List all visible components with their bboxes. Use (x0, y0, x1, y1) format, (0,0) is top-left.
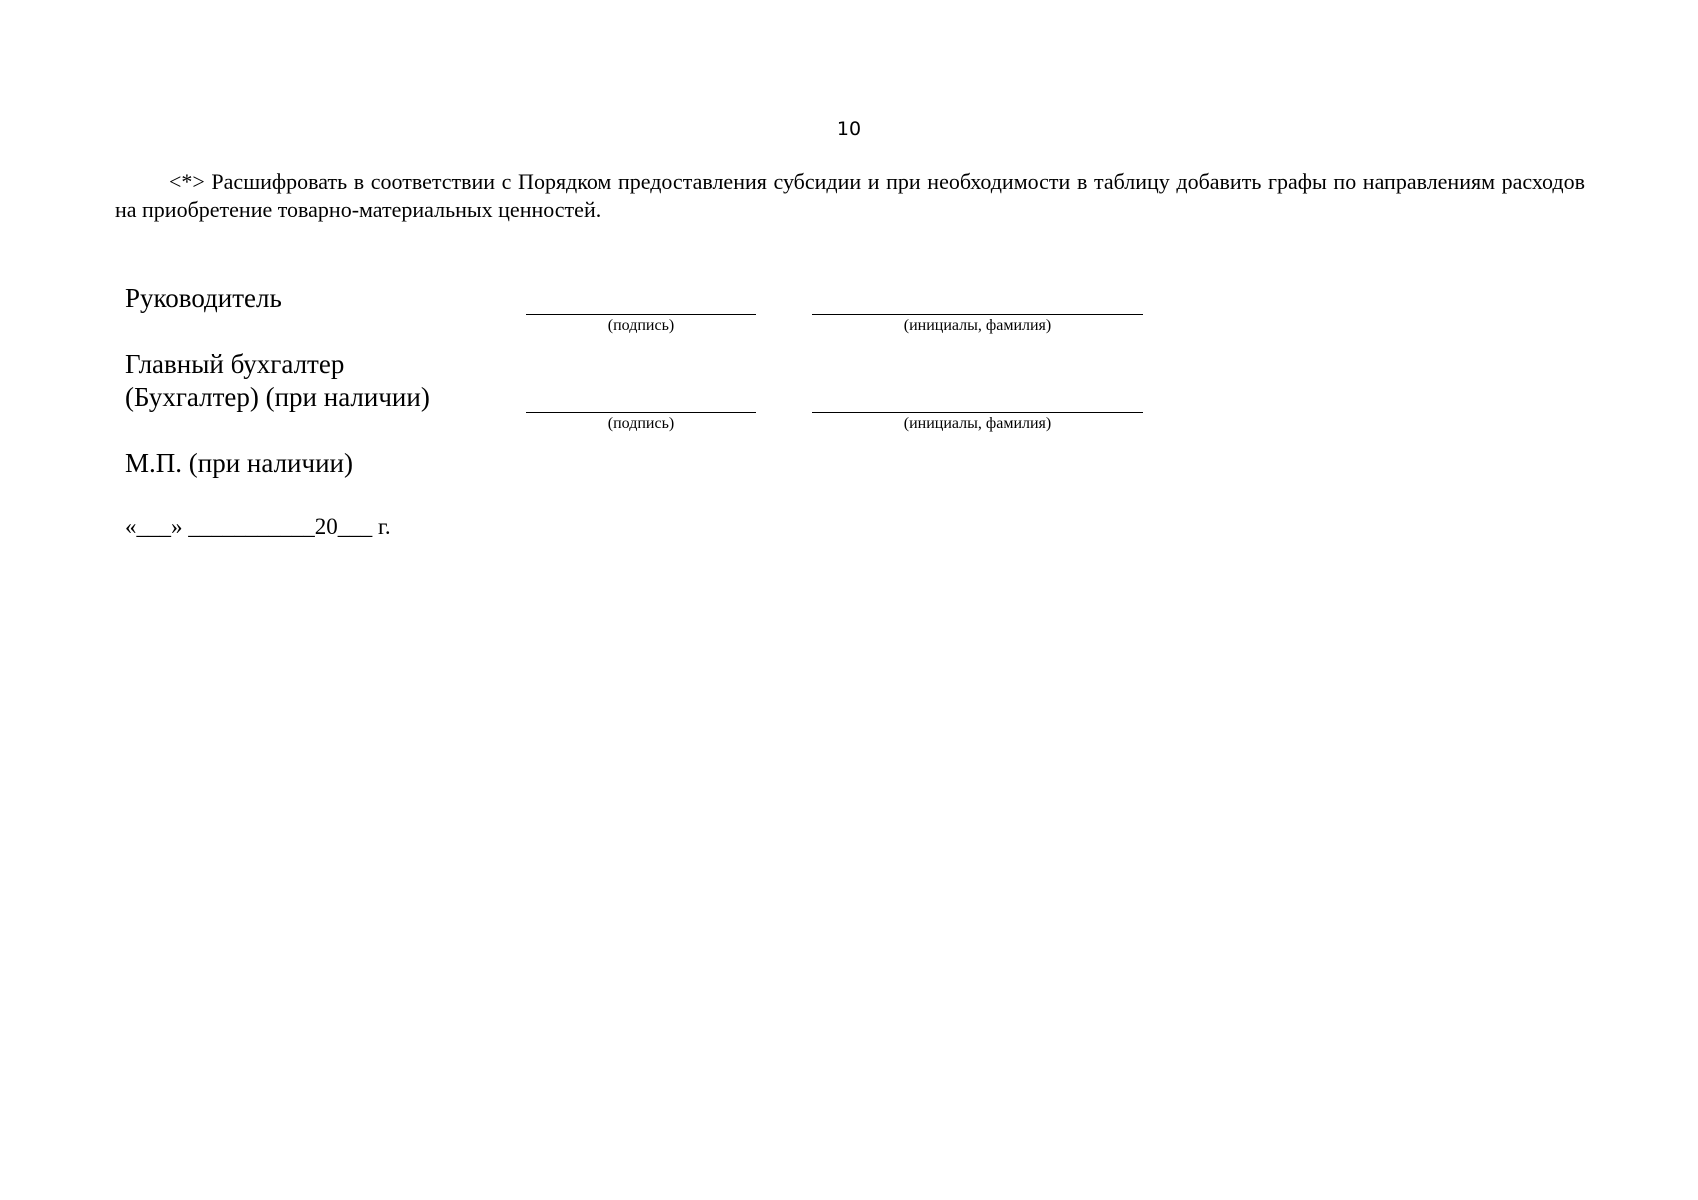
director-label: Руководитель (125, 283, 282, 313)
director-signature-caption: (подпись) (607, 317, 675, 334)
director-name-caption: (инициалы, фамилия) (903, 317, 1052, 334)
page-number: 10 (836, 118, 862, 140)
stamp-label: М.П. (при наличии) (125, 448, 353, 478)
footnote-text: <*> Расшифровать в соответствии с Порядком предоставления субсидии и при необходимости в таблицу добавить графы по направлениям расходов на приобретение товарно-материальных ценностей. (115, 169, 1585, 222)
accountant-name-line (812, 412, 1143, 413)
accountant-label-line2: (Бухгалтер) (при наличии) (125, 382, 430, 412)
accountant-signature-caption: (подпись) (607, 415, 675, 432)
accountant-name-caption: (инициалы, фамилия) (903, 415, 1052, 432)
director-name-line (812, 314, 1143, 315)
director-signature-line (526, 314, 756, 315)
date-line: «___» ___________20___ г. (125, 514, 391, 539)
accountant-label-line1: Главный бухгалтер (125, 349, 345, 379)
accountant-signature-line (526, 412, 756, 413)
